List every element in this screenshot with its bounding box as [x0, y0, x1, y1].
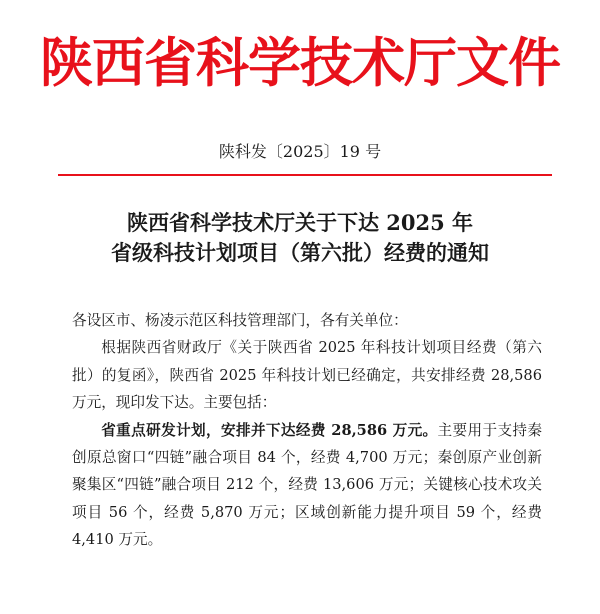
- red-divider-line: [58, 174, 552, 176]
- document-number: 陕科发〔2025〕19 号: [218, 142, 382, 161]
- notice-body: [72, 307, 542, 554]
- salutation: 各设区市、杨凌示范区科技管理部门，各有关单位：: [72, 312, 408, 329]
- paragraph-1: 根据陕西省财政厅《关于陕西省 2025 年科技计划项目经费（第六批）的复函》，陕西省 2025 年科技计划已经确定，共安排经费 28,586 万元，现印发下达。主要包括：: [72, 339, 542, 412]
- notice-title-line2: 省级科技计划项目（第六批）经费的通知: [111, 240, 489, 265]
- paragraph-2-highlight: 省重点研发计划，安排并下达经费 28,586 万元。: [101, 421, 438, 439]
- paragraph-2-text: 主要用于支持秦创原总窗口“四链”融合项目 84 个，经费 4,700 万元；秦创原产业创新聚集区“四链”融合项目 212 个，经费 13,606 万元；关键核心技术攻关项目 56 个，经费 5,870 万元；区域创新能力提升项目 59 个，经费 4,410 万元。: [72, 421, 542, 549]
- notice-title: [0, 208, 600, 268]
- paragraph-2: [72, 417, 542, 554]
- masthead-title: 陕西省科学技术厅文件: [40, 32, 560, 94]
- notice-title-line1: 陕西省科学技术厅关于下达 2025 年: [126, 210, 474, 235]
